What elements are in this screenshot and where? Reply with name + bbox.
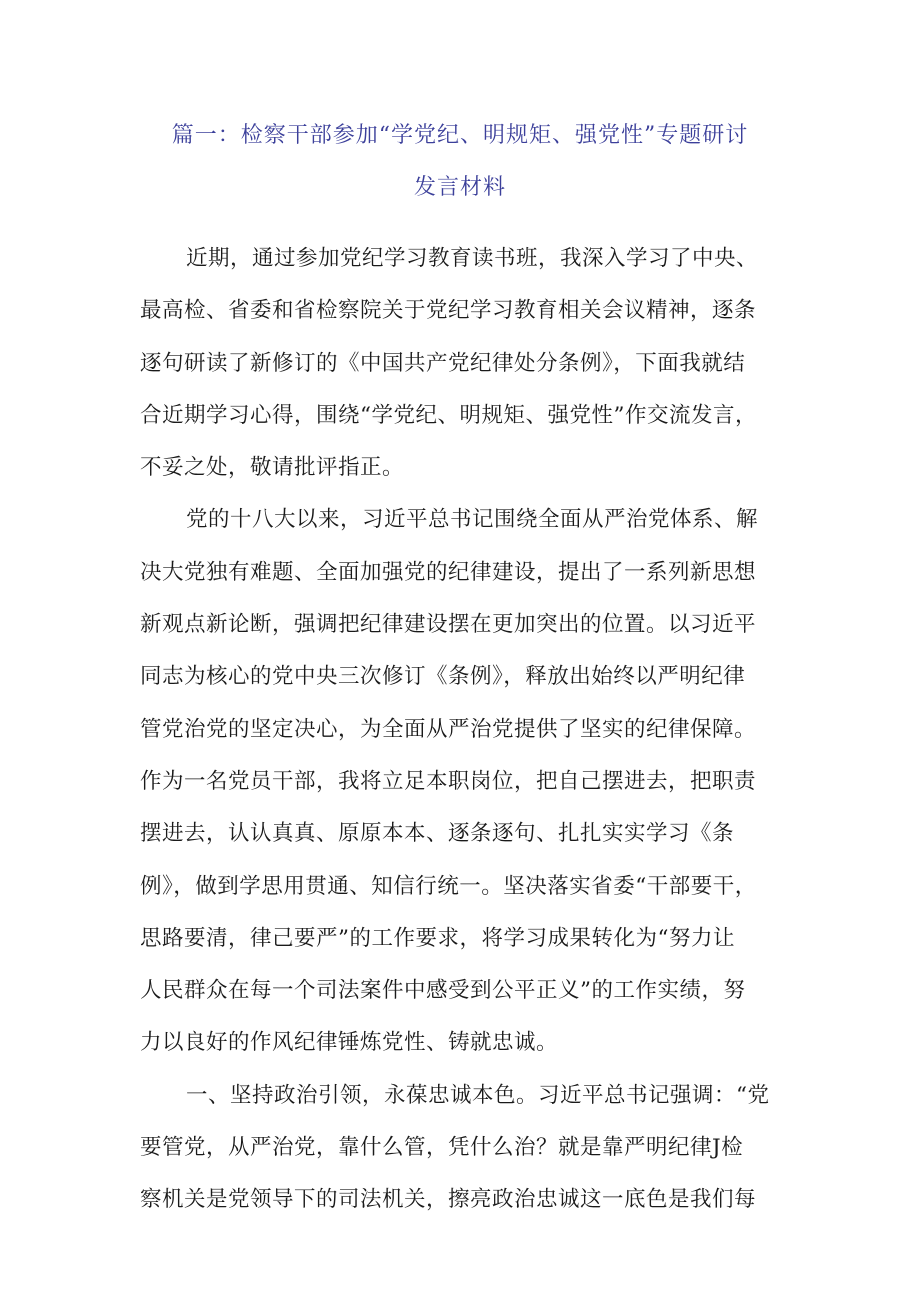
paragraph-line: 管党治党的坚定决心，为全面从严治党提供了坚实的纪律保障。 [140,716,757,742]
paragraph-line: 要管党，从严治党，靠什么管，凭什么治？就是靠严明纪律J检 [140,1135,744,1161]
paragraph-line: 不妥之处，敬请批评指正。 [140,455,405,481]
paragraph-line: 摆进去，认认真真、原原本本、逐条逐句、扎扎实实学习《条 [140,821,735,847]
paragraph-line: 人民群众在每一个司法案件中感受到公平正义”的工作实绩，努 [140,978,746,1004]
paragraph-line: 近期，通过参加党纪学习教育读书班，我深入学习了中央、 [186,246,759,271]
paragraph-line: 最高检、省委和省检察院关于党纪学习教育相关会议精神，逐条 [140,298,757,324]
paragraph-line: 思路要清，律己要严”的工作要求，将学习成果转化为“努力让 [140,925,735,951]
paragraph-line: 例》，做到学思用贯通、知信行统一。坚决落实省委“干部要干， [140,873,757,899]
paragraph-line: 合近期学习心得，围绕“学党纪、明规矩、强党性”作交流发言， [140,402,757,428]
document-title-continued: 发言材料 [413,175,506,200]
paragraph-line: 作为一名党员干部，我将立足本职岗位，把自己摆进去，把职责 [140,768,757,794]
paragraph-line: 党的十八大以来，习近平总书记围绕全面从严治党体系、解 [186,507,759,533]
paragraph-line: 逐句研读了新修订的《中国共产党纪律处分条例》，下面我就结 [140,350,746,376]
paragraph-line: 新观点新论断，强调把纪律建设摆在更加突出的位置。以习近平 [140,612,757,638]
paragraph-line: 察机关是党领导下的司法机关，擦亮政治忠诚这一底色是我们每 [140,1187,757,1213]
paragraph-line: 一、坚持政治引领，永葆忠诚本色。习近平总书记强调：“党 [186,1082,770,1108]
paragraph-line: 决大党独有难题、全面加强党的纪律建设，提出了一系列新思想 [140,559,757,585]
document-title: 篇一：检察干部参加“学党纪、明规矩、强党性”专题研讨 [171,123,749,148]
paragraph-line: 力以良好的作风纪律锤炼党性、铸就忠诚。 [140,1030,559,1056]
document-body [140,233,785,1227]
paragraph-line: 同志为核心的党中央三次修订《条例》，释放出始终以严明纪律 [140,664,746,690]
